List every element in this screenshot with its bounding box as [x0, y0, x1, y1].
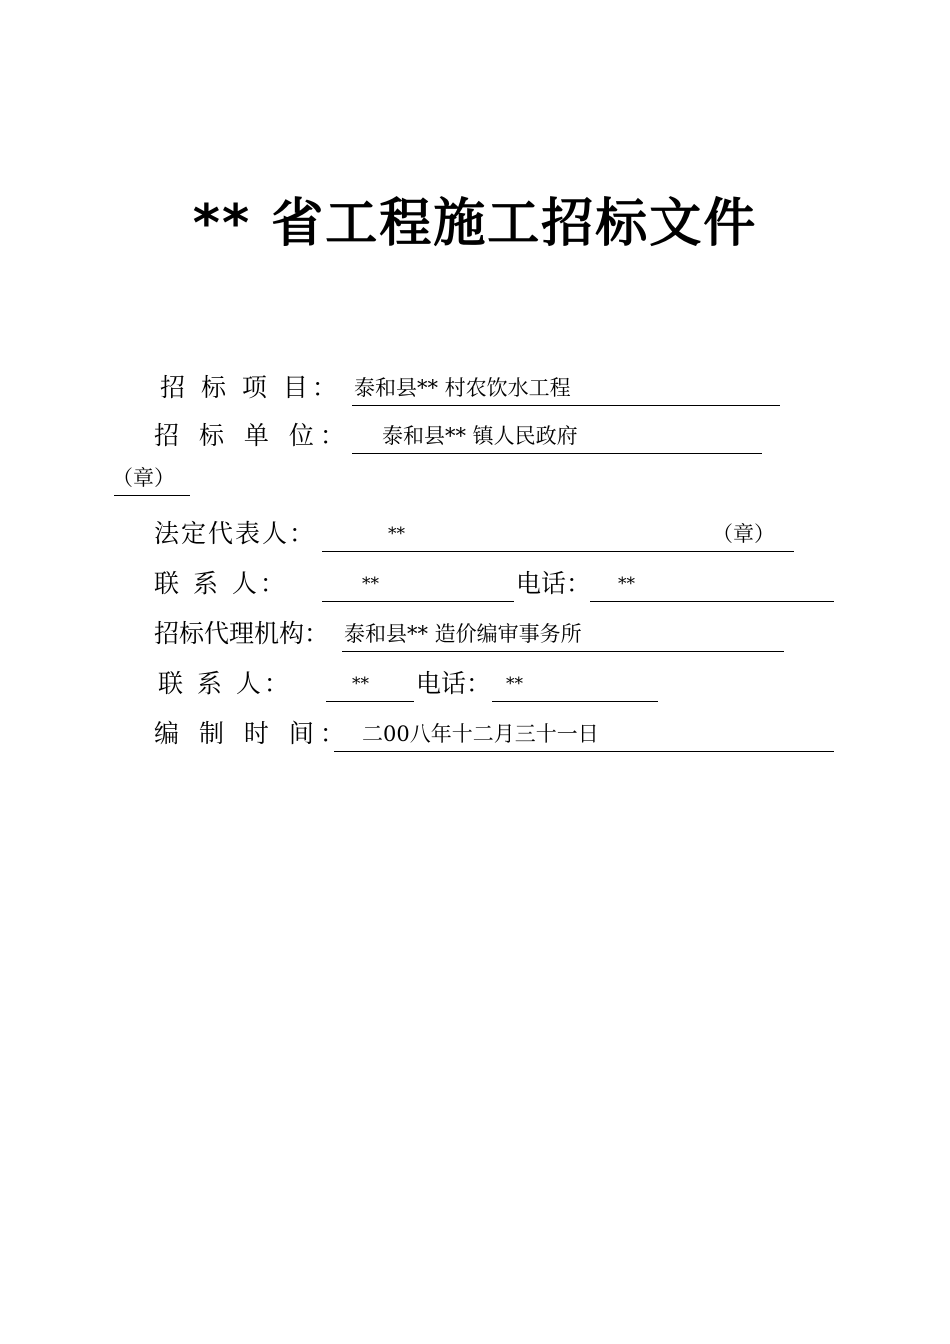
contact2-label: 联 系 人： [158, 669, 292, 698]
legal-rep-value: ** [388, 524, 405, 544]
legal-rep-seal: （章） [712, 522, 775, 546]
row-unit [0, 416, 950, 456]
contact1-label: 联 系 人： [154, 569, 288, 598]
phone1-value: ** [618, 574, 635, 594]
phone1-label: 电话： [516, 569, 592, 598]
contact1-underline [322, 564, 514, 602]
agency-label: 招标代理机构： [154, 619, 330, 648]
row-project [0, 368, 950, 408]
agency-value: 泰和县** 造价编审事务所 [344, 622, 582, 646]
phone2-label: 电话： [416, 669, 492, 698]
row-agency [0, 614, 950, 654]
row-unit-seal [0, 462, 950, 502]
row-contact-2 [0, 664, 950, 704]
unit-label: 招 标 单 位： [154, 421, 351, 450]
phone2-value: ** [506, 674, 523, 694]
date-value: 二00八年十二月三十一日 [362, 722, 599, 746]
row-contact-1 [0, 564, 950, 604]
unit-value: 泰和县** 镇人民政府 [382, 424, 578, 448]
project-label: 招 标 项 目： [160, 373, 341, 402]
contact2-value: ** [352, 674, 369, 694]
legal-rep-label: 法定代表人： [154, 519, 317, 548]
row-legal-rep [0, 514, 950, 554]
contact2-underline [326, 664, 414, 702]
date-label: 编 制 时 间： [154, 719, 351, 748]
unit-seal: （章） [112, 466, 175, 490]
project-value: 泰和县** 村农饮水工程 [354, 376, 571, 400]
document-title: ** 省工程施工招标文件 [192, 194, 758, 254]
row-date [0, 714, 950, 754]
contact1-value: ** [362, 574, 379, 594]
